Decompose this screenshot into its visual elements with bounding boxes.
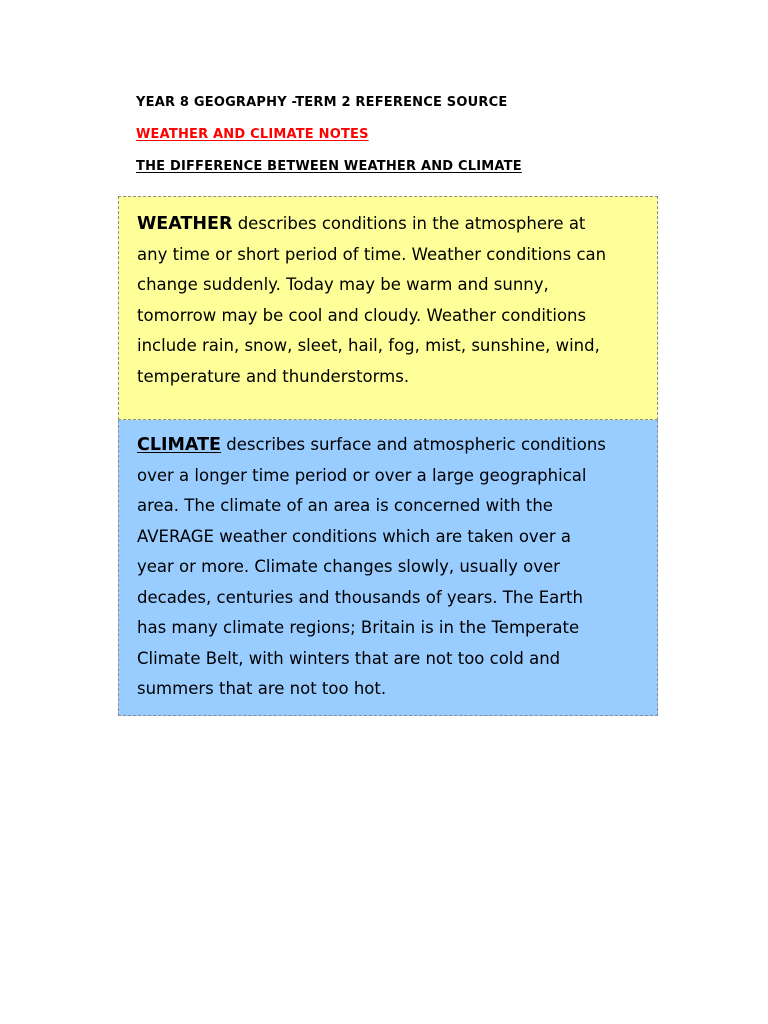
weather-line-2: any time or short period of time. Weather conditions can <box>137 244 607 264</box>
weather-line-1 <box>137 209 639 240</box>
climate-line-9: summers that are not too hot. <box>137 679 387 698</box>
weather-definition-box <box>118 196 658 420</box>
climate-term: CLIMATE <box>137 435 221 455</box>
climate-line-8: Climate Belt, with winters that are not too cold and <box>137 648 561 668</box>
climate-line-1-text: describes surface and atmospheric conditions <box>221 435 606 454</box>
climate-line-6: decades, centuries and thousands of years. The Earth <box>137 587 583 607</box>
section-heading: THE DIFFERENCE BETWEEN WEATHER AND CLIMATE <box>136 159 522 174</box>
climate-line-1 <box>137 430 639 461</box>
climate-definition-box <box>118 420 658 716</box>
climate-line-3: area. The climate of an area is concerned with the <box>137 496 553 515</box>
climate-line-2: over a longer time period or over a large geographical <box>137 465 587 485</box>
climate-paragraph <box>137 430 639 705</box>
climate-line-4: AVERAGE weather conditions which are taken over a <box>137 526 571 546</box>
document-title: YEAR 8 GEOGRAPHY -TERM 2 REFERENCE SOURCE <box>136 95 508 110</box>
weather-line-6: temperature and thunderstorms. <box>137 366 410 386</box>
weather-line-1-text: describes conditions in the atmosphere at <box>232 214 586 233</box>
weather-line-4: tomorrow may be cool and cloudy. Weather conditions <box>137 305 587 325</box>
weather-line-5: include rain, snow, sleet, hail, fog, mist, sunshine, wind, <box>137 336 600 355</box>
weather-line-3: change suddenly. Today may be warm and sunny, <box>137 275 549 294</box>
weather-paragraph <box>137 209 639 392</box>
weather-term: WEATHER <box>137 214 233 234</box>
climate-line-5: year or more. Climate changes slowly, usually over <box>137 557 560 576</box>
climate-line-7: has many climate regions; Britain is in the Temperate <box>137 618 580 637</box>
notes-title: WEATHER AND CLIMATE NOTES <box>136 127 369 142</box>
